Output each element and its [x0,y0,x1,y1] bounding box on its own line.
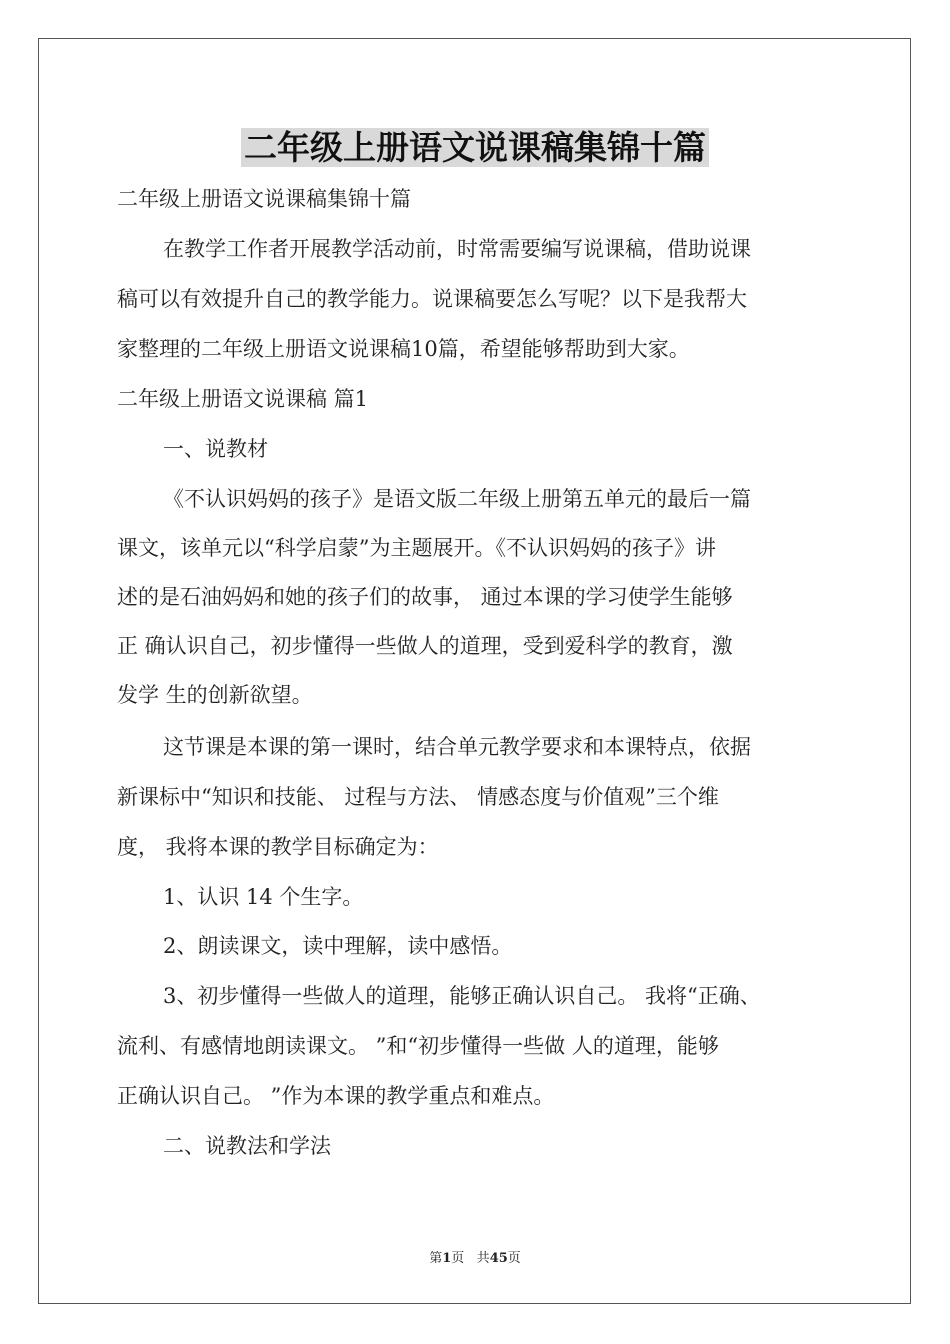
goals-line-1: 这节课是本课的第一课时，结合单元教学要求和本课特点，依据 [163,735,751,759]
subtitle-line: 二年级上册语文说课稿集锦十篇 [117,187,411,211]
textbook-line-5: 发学 生的创新欲望。 [117,683,313,707]
goals-line-2: 新课标中“知识和技能、 过程与方法、 情感态度与价值观”三个维 [117,785,719,809]
footer-page-suffix: 页 [451,1251,465,1266]
textbook-line-2: 课文，该单元以“科学启蒙”为主题展开。《不认识妈妈的孩子》讲 [117,536,716,560]
footer-page-prefix: 第 [429,1251,443,1266]
goal-item-1: 1、认识 14 个生字。 [163,885,364,909]
subheading-textbook: 一、说教材 [163,437,268,461]
goals-line-3: 度， 我将本课的教学目标确定为： [117,835,439,859]
intro-line-2: 稿可以有效提升自己的教学能力。说课稿要怎么写呢？以下是我帮大 [117,287,747,311]
subheading-methods: 二、说教法和学法 [163,1134,331,1158]
goal-item-3-line-1: 3、初步懂得一些做人的道理，能够正确认识自己。 我将“正确、 [163,984,761,1008]
footer-total-number: 45 [489,1251,508,1266]
document-title [0,120,950,176]
textbook-line-1: 《不认识妈妈的孩子》是语文版二年级上册第五单元的最后一篇 [163,487,751,511]
goal-item-3-line-2: 流利、有感情地朗读课文。 ”和“初步懂得一些做 人的道理，能够 [117,1034,719,1058]
intro-line-1: 在教学工作者开展教学活动前，时常需要编写说课稿，借助说课 [163,237,751,261]
footer-page-number: 1 [442,1251,452,1266]
goal-item-2: 2、朗读课文，读中理解，读中感悟。 [163,934,513,958]
page-footer [0,1247,950,1266]
footer-total-suffix: 页 [507,1251,521,1266]
goal-item-3-line-3: 正确认识自己。 ”作为本课的教学重点和难点。 [117,1084,555,1108]
document-title-text: 二年级上册语文说课稿集锦十篇 [241,128,709,167]
textbook-line-3: 述的是石油妈妈和她的孩子们的故事， 通过本课的学习使学生能够 [117,585,733,609]
section-heading-1: 二年级上册语文说课稿 篇1 [117,387,369,411]
textbook-line-4: 正 确认识自己，初步懂得一些做人的道理，受到爱科学的教育，激 [117,634,733,658]
footer-total-prefix: 共 [476,1251,490,1266]
intro-line-3: 家整理的二年级上册语文说课稿10篇，希望能够帮助到大家。 [117,337,690,361]
